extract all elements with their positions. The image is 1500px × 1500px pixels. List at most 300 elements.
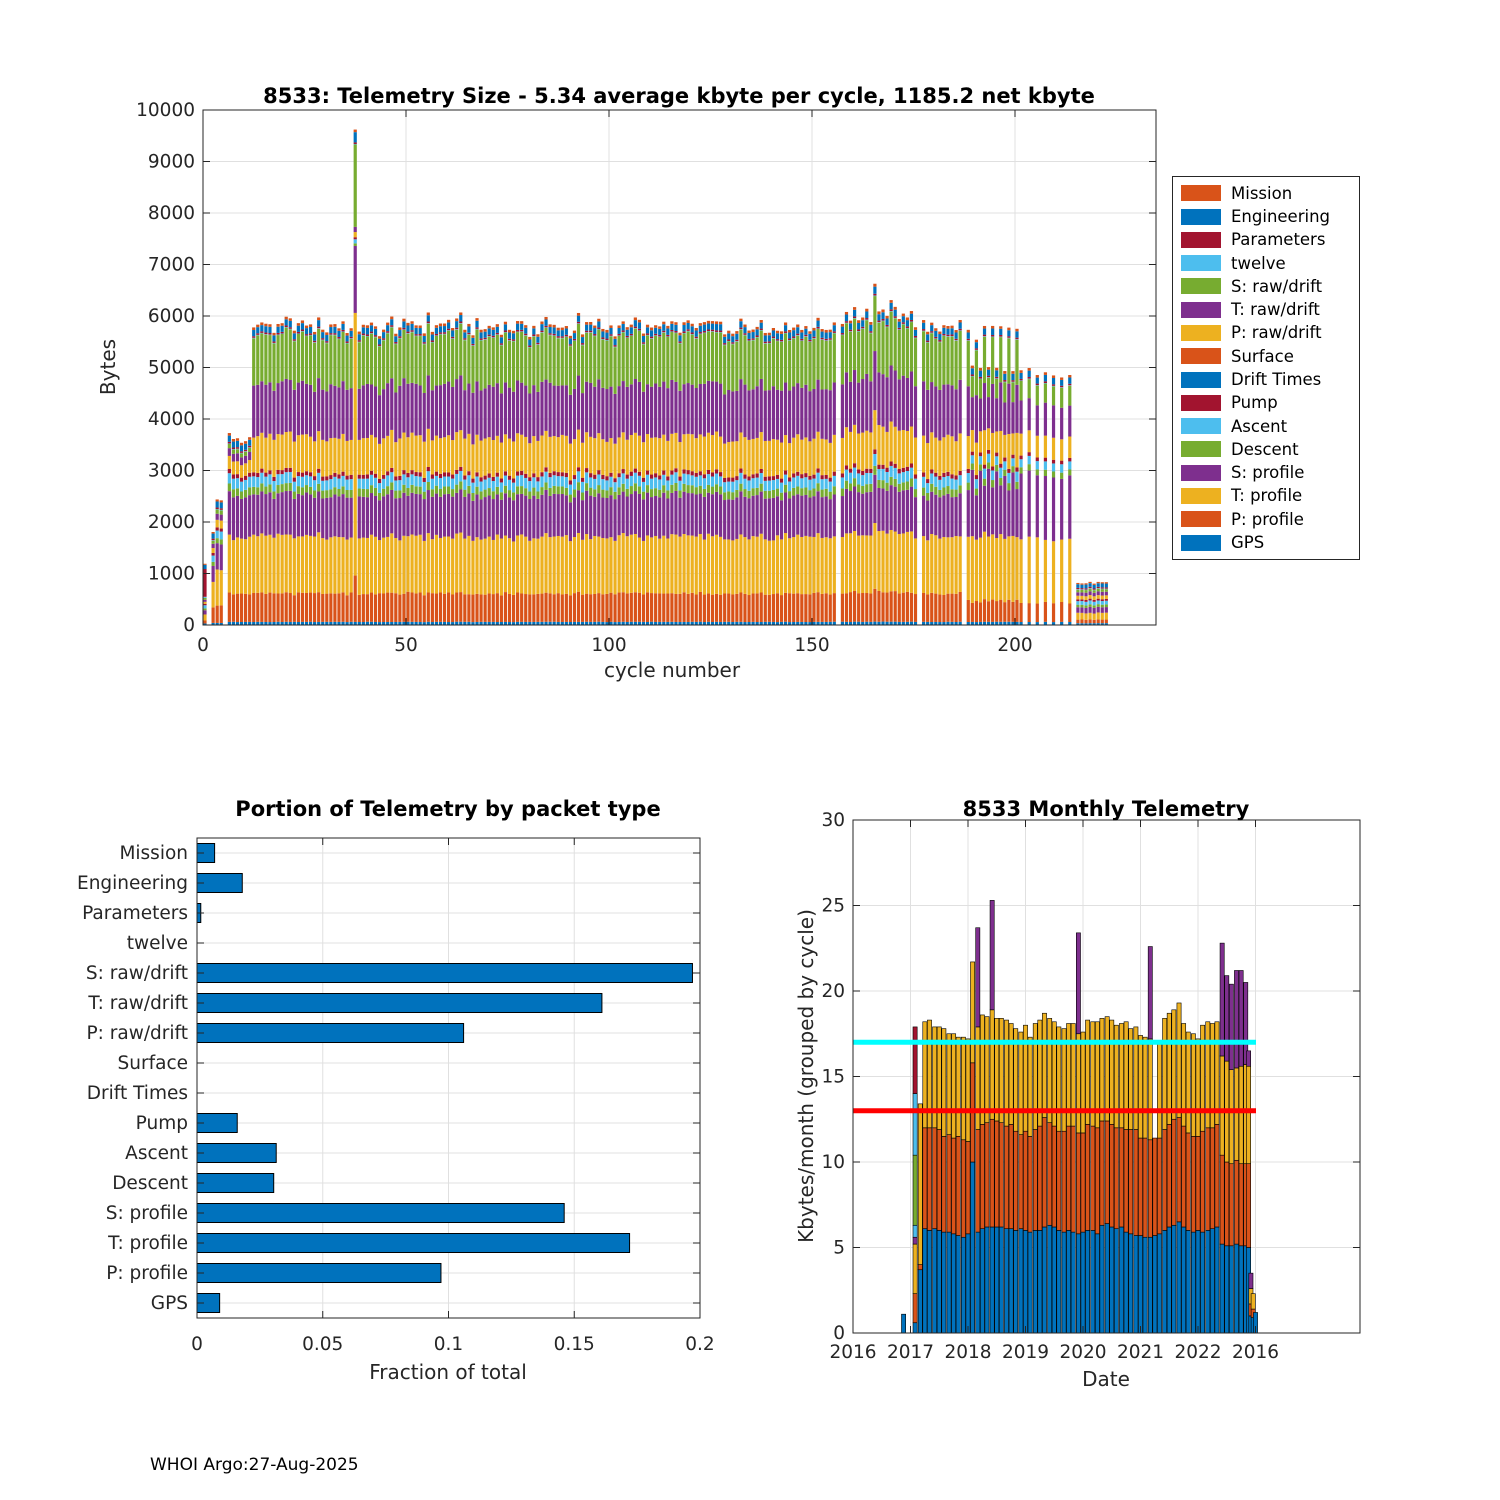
stacked-bar-segment xyxy=(305,593,308,622)
stacked-bar-segment xyxy=(898,319,901,322)
stacked-bar-segment xyxy=(971,464,974,470)
stacked-bar-segment xyxy=(252,338,255,385)
stacked-bar-segment xyxy=(325,490,328,498)
stacked-bar-segment xyxy=(212,556,215,562)
stacked-bar-segment xyxy=(849,491,852,533)
stacked-bar-segment xyxy=(309,335,312,384)
stacked-bar-segment xyxy=(646,471,649,475)
stacked-bar-segment xyxy=(910,464,913,468)
stacked-bar-segment xyxy=(549,335,552,383)
stacked-bar-segment xyxy=(955,441,958,475)
stacked-bar-segment xyxy=(743,497,746,537)
stacked-bar-segment xyxy=(252,494,255,534)
stacked-bar-segment xyxy=(865,535,868,593)
stacked-bar-segment xyxy=(309,494,312,535)
stacked-bar-segment xyxy=(212,540,215,541)
monthly-bar-segment xyxy=(966,1141,970,1233)
stacked-bar-segment xyxy=(825,537,828,593)
stacked-bar-segment xyxy=(285,327,288,328)
legend-item-t-profile xyxy=(1173,485,1359,507)
stacked-bar-segment xyxy=(553,336,556,386)
stacked-bar-segment xyxy=(662,536,665,594)
stacked-bar-segment xyxy=(800,388,803,440)
stacked-bar-segment xyxy=(435,335,438,336)
stacked-bar-segment xyxy=(646,475,649,485)
legend-item-p-profile xyxy=(1173,508,1359,530)
stacked-bar-segment xyxy=(609,473,612,477)
tick-label: 6000 xyxy=(147,306,195,327)
stacked-bar-segment xyxy=(804,336,807,337)
stacked-bar-segment xyxy=(228,442,231,444)
stacked-bar-segment xyxy=(833,333,836,334)
stacked-bar-segment xyxy=(792,328,795,331)
stacked-bar-segment xyxy=(950,537,953,593)
legend-label: Pump xyxy=(1231,393,1278,413)
stacked-bar-segment xyxy=(731,540,734,594)
stacked-bar-segment xyxy=(638,494,641,538)
stacked-bar-segment xyxy=(723,343,726,345)
stacked-bar-segment xyxy=(325,343,328,391)
stacked-bar-segment xyxy=(272,440,275,477)
stacked-bar-segment xyxy=(1044,461,1047,469)
stacked-bar-segment xyxy=(752,474,755,478)
stacked-bar-segment xyxy=(536,477,539,481)
stacked-bar-segment xyxy=(991,600,994,622)
stacked-bar-segment xyxy=(244,594,247,622)
stacked-bar-segment xyxy=(833,486,836,494)
stacked-bar-segment xyxy=(256,477,259,487)
stacked-bar-segment xyxy=(727,333,730,339)
stacked-bar-segment xyxy=(370,485,373,493)
stacked-bar-segment xyxy=(508,339,511,341)
stacked-bar-segment xyxy=(950,385,953,436)
stacked-bar-segment xyxy=(727,594,730,622)
stacked-bar-segment xyxy=(293,595,296,622)
stacked-bar-segment xyxy=(220,521,223,529)
stacked-bar-segment xyxy=(459,324,462,376)
stacked-bar-segment xyxy=(504,486,507,494)
stacked-bar-segment xyxy=(752,478,755,488)
stacked-bar-segment xyxy=(390,482,393,490)
stacked-bar-segment xyxy=(333,335,336,386)
legend-label: T: profile xyxy=(1231,486,1303,506)
stacked-bar-segment xyxy=(983,532,986,599)
stacked-bar-segment xyxy=(1060,387,1063,388)
stacked-bar-segment xyxy=(467,333,470,334)
stacked-bar-segment xyxy=(585,333,588,382)
stacked-bar-segment xyxy=(321,538,324,594)
stacked-bar-segment xyxy=(715,492,718,535)
stacked-bar-segment xyxy=(634,379,637,433)
stacked-bar-segment xyxy=(305,328,308,334)
stacked-bar-segment xyxy=(317,492,320,533)
stacked-bar-segment xyxy=(557,330,560,336)
tick-label: T: profile xyxy=(108,1233,188,1254)
stacked-bar-segment xyxy=(869,331,872,333)
stacked-bar-segment xyxy=(512,500,515,541)
stacked-bar-segment xyxy=(313,342,316,343)
stacked-bar-segment xyxy=(731,478,734,482)
stacked-bar-segment xyxy=(646,333,649,335)
stacked-bar-segment xyxy=(341,324,344,330)
monthly-bar-segment xyxy=(1009,1229,1013,1333)
stacked-bar-segment xyxy=(386,333,389,383)
stacked-bar-segment xyxy=(1011,382,1014,402)
stacked-bar-segment xyxy=(479,540,482,595)
stacked-bar-segment xyxy=(914,489,917,497)
stacked-bar-segment xyxy=(475,476,478,486)
stacked-bar-segment xyxy=(666,490,669,498)
stacked-bar-segment xyxy=(1052,405,1055,437)
stacked-bar-segment xyxy=(390,430,393,468)
monthly-bar-segment xyxy=(1134,1236,1138,1333)
stacked-bar-segment xyxy=(719,384,722,437)
stacked-bar-segment xyxy=(747,341,750,342)
stacked-bar-segment xyxy=(772,594,775,622)
stacked-bar-segment xyxy=(244,497,247,539)
stacked-bar-segment xyxy=(898,473,901,483)
stacked-bar-segment xyxy=(780,331,783,334)
stacked-bar-segment xyxy=(1080,601,1083,605)
stacked-bar-segment xyxy=(232,474,235,478)
stacked-bar-segment xyxy=(873,475,876,523)
stacked-bar-segment xyxy=(386,383,389,436)
stacked-bar-segment xyxy=(776,440,779,475)
stacked-bar-segment xyxy=(1003,371,1006,374)
stacked-bar-segment xyxy=(1028,464,1031,470)
stacked-bar-segment xyxy=(285,468,288,472)
stacked-bar-segment xyxy=(1076,590,1079,593)
stacked-bar-segment xyxy=(829,340,832,390)
stacked-bar-segment xyxy=(447,487,450,494)
stacked-bar-segment xyxy=(849,382,852,432)
tick-label: 5 xyxy=(833,1237,845,1259)
stacked-bar-segment xyxy=(455,470,458,474)
stacked-bar-segment xyxy=(581,482,584,493)
stacked-bar-segment xyxy=(549,488,552,496)
stacked-bar-segment xyxy=(346,343,349,344)
stacked-bar-segment xyxy=(1044,458,1047,462)
stacked-bar-segment xyxy=(1052,460,1055,464)
stacked-bar-segment xyxy=(881,374,884,426)
monthly-bar-segment xyxy=(1225,976,1229,1062)
stacked-bar-segment xyxy=(995,368,998,371)
stacked-bar-segment xyxy=(467,384,470,434)
stacked-bar-segment xyxy=(1052,463,1055,471)
stacked-bar-segment xyxy=(301,473,304,477)
stacked-bar-segment xyxy=(447,329,450,330)
stacked-bar-segment xyxy=(955,330,958,332)
stacked-bar-segment xyxy=(906,467,909,471)
stacked-bar-segment xyxy=(390,468,393,472)
stacked-bar-segment xyxy=(638,476,641,487)
stacked-bar-segment xyxy=(589,325,592,331)
stacked-bar-segment xyxy=(358,538,361,594)
stacked-bar-segment xyxy=(508,439,511,476)
stacked-bar-segment xyxy=(845,489,848,533)
stacked-bar-segment xyxy=(565,488,568,496)
stacked-bar-segment xyxy=(212,553,215,556)
stacked-bar-segment xyxy=(934,535,937,593)
stacked-bar-segment xyxy=(528,477,531,481)
stacked-bar-segment xyxy=(877,372,880,425)
stacked-bar-segment xyxy=(995,398,998,431)
tick-label: Descent xyxy=(112,1173,188,1194)
monthly-bar-segment xyxy=(1206,1128,1210,1231)
stacked-bar-segment xyxy=(528,346,531,347)
monthly-bar-segment xyxy=(1124,1130,1128,1233)
stacked-bar-segment xyxy=(297,323,300,326)
monthly-bar-segment xyxy=(1033,1023,1037,1129)
monthly-bar-segment xyxy=(1048,1123,1052,1226)
stacked-bar-segment xyxy=(812,337,815,339)
monthly-bar-segment xyxy=(1019,1032,1023,1135)
stacked-bar-segment xyxy=(1097,595,1100,599)
monthly-bar-segment xyxy=(947,1232,951,1333)
stacked-bar-segment xyxy=(654,488,657,496)
stacked-bar-segment xyxy=(691,536,694,593)
stacked-bar-segment xyxy=(930,473,933,483)
stacked-bar-segment xyxy=(1097,582,1100,583)
stacked-bar-segment xyxy=(861,593,864,622)
stacked-bar-segment xyxy=(739,491,742,534)
stacked-bar-segment xyxy=(398,476,401,480)
legend-swatch xyxy=(1181,209,1221,225)
stacked-bar-segment xyxy=(654,477,657,488)
stacked-bar-segment xyxy=(865,374,868,431)
stacked-bar-segment xyxy=(678,537,681,594)
stacked-bar-segment xyxy=(597,329,600,379)
stacked-bar-segment xyxy=(329,335,332,384)
stacked-bar-segment xyxy=(764,335,767,341)
stacked-bar-segment xyxy=(1019,539,1022,603)
stacked-bar-segment xyxy=(605,341,608,389)
stacked-bar-segment xyxy=(946,337,949,385)
stacked-bar-segment xyxy=(346,595,349,622)
monthly-bar-segment xyxy=(1033,1230,1037,1333)
stacked-bar-segment xyxy=(593,336,596,387)
monthly-bar-segment xyxy=(1157,1138,1161,1234)
stacked-bar-segment xyxy=(451,475,454,479)
stacked-bar-segment xyxy=(642,342,645,344)
stacked-bar-segment xyxy=(687,594,690,622)
stacked-bar-segment xyxy=(212,562,215,566)
stacked-bar-segment xyxy=(812,479,815,489)
stacked-bar-segment xyxy=(638,382,641,436)
stacked-bar-segment xyxy=(589,594,592,622)
stacked-bar-segment xyxy=(285,592,288,622)
stacked-bar-segment xyxy=(540,476,543,487)
stacked-bar-segment xyxy=(634,317,637,320)
stacked-bar-segment xyxy=(443,324,446,327)
stacked-bar-segment xyxy=(504,434,507,471)
stacked-bar-segment xyxy=(293,478,296,482)
stacked-bar-segment xyxy=(516,535,519,592)
stacked-bar-segment xyxy=(1080,592,1083,595)
stacked-bar-segment xyxy=(731,492,734,499)
stacked-bar-segment xyxy=(569,480,572,484)
stacked-bar-segment xyxy=(244,450,247,451)
stacked-bar-segment xyxy=(979,379,982,380)
stacked-bar-segment xyxy=(305,492,308,534)
stacked-bar-segment xyxy=(228,535,231,593)
legend-item-drift-times xyxy=(1173,369,1359,391)
stacked-bar-segment xyxy=(581,345,584,346)
stacked-bar-segment xyxy=(597,321,600,327)
stacked-bar-segment xyxy=(240,453,243,454)
stacked-bar-segment xyxy=(317,378,320,431)
stacked-bar-segment xyxy=(869,484,872,492)
stacked-bar-segment xyxy=(557,486,560,494)
stacked-bar-segment xyxy=(346,480,349,490)
stacked-bar-segment xyxy=(691,475,694,485)
footer-text: WHOI Argo:27-Aug-2025 xyxy=(150,1455,359,1475)
stacked-bar-segment xyxy=(313,490,316,497)
stacked-bar-segment xyxy=(816,329,819,380)
tick-label: 5000 xyxy=(147,357,195,379)
stacked-bar-segment xyxy=(471,444,474,478)
stacked-bar-segment xyxy=(577,467,580,471)
stacked-bar-segment xyxy=(650,489,653,497)
monthly-bar-segment xyxy=(923,1128,927,1229)
stacked-bar-segment xyxy=(317,484,320,492)
stacked-bar-segment xyxy=(248,594,251,621)
stacked-bar-segment xyxy=(362,538,365,594)
stacked-bar-segment xyxy=(346,476,349,480)
stacked-bar-segment xyxy=(682,469,685,473)
monthly-bar-segment xyxy=(1076,1234,1080,1333)
stacked-bar-segment xyxy=(605,333,608,339)
stacked-bar-segment xyxy=(358,475,361,479)
stacked-bar-segment xyxy=(792,338,795,386)
stacked-bar-segment xyxy=(687,434,690,470)
fraction-bar xyxy=(197,1234,630,1253)
stacked-bar-segment xyxy=(743,594,746,622)
stacked-bar-segment xyxy=(500,345,503,346)
stacked-bar-segment xyxy=(634,592,637,622)
stacked-bar-segment xyxy=(524,478,527,488)
stacked-bar-segment xyxy=(593,475,596,479)
stacked-bar-segment xyxy=(455,474,458,485)
stacked-bar-segment xyxy=(991,480,994,487)
stacked-bar-segment xyxy=(654,496,657,536)
stacked-bar-segment xyxy=(565,594,568,622)
stacked-bar-segment xyxy=(979,379,982,398)
stacked-bar-segment xyxy=(341,537,344,592)
stacked-bar-segment xyxy=(699,384,702,434)
stacked-bar-segment xyxy=(553,494,556,537)
stacked-bar-segment xyxy=(752,488,755,496)
monthly-bar-segment xyxy=(1163,1130,1167,1231)
stacked-bar-segment xyxy=(305,336,308,384)
stacked-bar-segment xyxy=(268,434,271,471)
stacked-bar-segment xyxy=(979,371,982,377)
stacked-bar-segment xyxy=(374,386,377,437)
stacked-bar-segment xyxy=(317,592,320,622)
stacked-bar-segment xyxy=(341,321,344,324)
stacked-bar-segment xyxy=(601,490,604,498)
stacked-bar-segment xyxy=(203,604,206,605)
stacked-bar-segment xyxy=(597,537,600,594)
stacked-bar-segment xyxy=(297,592,300,622)
stacked-bar-segment xyxy=(313,498,316,537)
stacked-bar-segment xyxy=(382,330,385,332)
stacked-bar-segment xyxy=(983,479,986,486)
stacked-bar-segment xyxy=(991,335,994,337)
stacked-bar-segment xyxy=(528,481,531,491)
stacked-bar-segment xyxy=(220,510,223,511)
stacked-bar-segment xyxy=(236,449,239,453)
stacked-bar-segment xyxy=(272,481,275,491)
stacked-bar-segment xyxy=(496,535,499,594)
stacked-bar-segment xyxy=(894,532,897,592)
stacked-bar-segment xyxy=(890,485,893,530)
monthly-bar-segment xyxy=(1220,1155,1224,1244)
stacked-bar-segment xyxy=(240,453,243,457)
stacked-bar-segment xyxy=(561,486,564,494)
stacked-bar-segment xyxy=(605,330,608,333)
stacked-bar-segment xyxy=(577,322,580,324)
stacked-bar-segment xyxy=(1097,619,1100,623)
stacked-bar-segment xyxy=(415,334,418,335)
monthly-bar-segment xyxy=(913,1094,917,1156)
stacked-bar-segment xyxy=(350,331,353,337)
stacked-bar-segment xyxy=(520,324,523,330)
stacked-bar-segment xyxy=(370,325,373,331)
stacked-bar-segment xyxy=(760,330,763,331)
stacked-bar-segment xyxy=(845,323,848,324)
stacked-bar-segment xyxy=(999,335,1002,337)
stacked-bar-segment xyxy=(670,475,673,485)
stacked-bar-segment xyxy=(752,389,755,439)
stacked-bar-segment xyxy=(942,537,945,595)
stacked-bar-segment xyxy=(597,379,600,433)
stacked-bar-segment xyxy=(463,330,466,333)
stacked-bar-segment xyxy=(240,465,243,477)
stacked-bar-segment xyxy=(849,483,852,491)
stacked-bar-segment xyxy=(788,330,791,332)
stacked-bar-segment xyxy=(386,537,389,593)
stacked-bar-segment xyxy=(492,540,495,594)
stacked-bar-segment xyxy=(703,325,706,331)
stacked-bar-segment xyxy=(382,593,385,622)
tick-label: 100 xyxy=(591,635,627,656)
stacked-bar-segment xyxy=(618,535,621,592)
stacked-bar-segment xyxy=(841,488,844,496)
stacked-bar-segment xyxy=(796,593,799,622)
stacked-bar-segment xyxy=(1105,595,1108,599)
stacked-bar-segment xyxy=(959,330,962,331)
legend-item-s-raw-drift xyxy=(1173,275,1359,297)
stacked-bar-segment xyxy=(971,470,974,536)
stacked-bar-segment xyxy=(666,388,669,441)
stacked-bar-segment xyxy=(772,480,775,490)
stacked-bar-segment xyxy=(248,477,251,488)
stacked-bar-segment xyxy=(934,339,937,386)
stacked-bar-segment xyxy=(841,438,844,473)
stacked-bar-segment xyxy=(549,593,552,621)
stacked-bar-segment xyxy=(849,330,852,332)
stacked-bar-segment xyxy=(358,342,361,343)
stacked-bar-segment xyxy=(1068,604,1071,622)
stacked-bar-segment xyxy=(459,533,462,593)
stacked-bar-segment xyxy=(845,593,848,622)
stacked-bar-segment xyxy=(276,327,279,333)
stacked-bar-segment xyxy=(1019,373,1022,379)
stacked-bar-segment xyxy=(439,332,442,334)
stacked-bar-segment xyxy=(950,328,953,334)
stacked-bar-segment xyxy=(341,494,344,537)
